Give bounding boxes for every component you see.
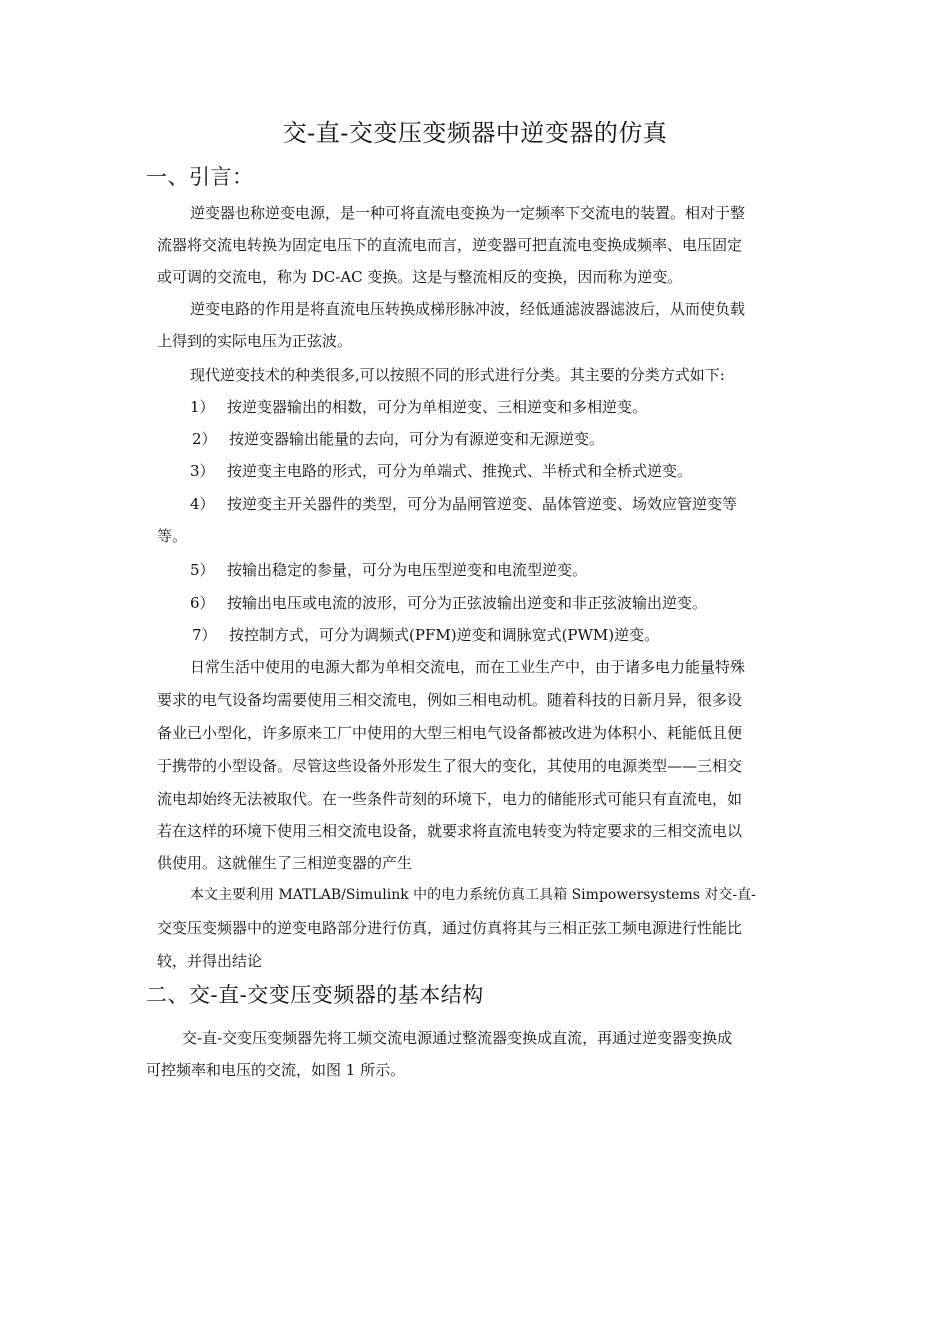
list-item	[190, 460, 692, 482]
paragraph-line: 日常生活中使用的电源大都为单相交流电，而在工业生产中，由于诸多电力能量特殊	[190, 658, 746, 676]
paragraph-line: 备业已小型化，许多原来工厂中使用的大型三相电气设备都被改进为体积小、耗能低且便	[157, 724, 743, 742]
list-item-number: 7）	[192, 626, 217, 644]
paragraph-line: 上得到的实际电压为正弦波。	[157, 332, 353, 350]
list-item-text: 按输出稳定的参量，可分为电压型逆变和电流型逆变。	[227, 561, 588, 579]
paragraph-line: 流器将交流电转换为固定电压下的直流电而言，逆变器可把直流电变换成频率、电压固定	[157, 236, 743, 254]
document-title: 交-直-交变压变频器中逆变器的仿真	[282, 119, 668, 147]
paragraph-line: 流电却始终无法被取代。在一些条件苛刻的环境下，电力的储能形式可能只有直流电，如	[157, 790, 743, 808]
paragraph-line: 现代逆变技术的种类很多,可以按照不同的形式进行分类。其主要的分类方式如下:	[190, 366, 725, 384]
list-item	[190, 559, 587, 581]
list-item	[192, 624, 659, 646]
list-item-number: 6）	[190, 594, 215, 612]
list-item-text: 按逆变主开关器件的类型，可分为晶闸管逆变、晶体管逆变、场效应管逆变等	[227, 495, 738, 513]
paragraph-line: 或可调的交流电，称为 DC-AC 变换。这是与整流相反的变换，因而称为逆变。	[157, 268, 683, 286]
paragraph-line: 可控频率和电压的交流，如图 1 所示。	[146, 1061, 406, 1079]
list-item-text: 按逆变主电路的形式，可分为单端式、推挽式、半桥式和全桥式逆变。	[227, 462, 693, 480]
paragraph-line: 于携带的小型设备。尽管这些设备外形发生了很大的变化，其使用的电源类型——三相交	[157, 757, 743, 775]
section-heading-introduction: 一、引言：	[146, 165, 254, 189]
list-item-text: 按逆变器输出的相数，可分为单相逆变、三相逆变和多相逆变。	[227, 398, 648, 416]
paragraph-line: 要求的电气设备均需要使用三相交流电，例如三相电动机。随着科技的日新月异，很多设	[157, 691, 743, 709]
section-heading-structure: 二、交-直-交变压变频器的基本结构	[146, 983, 484, 1007]
list-item-text: 按逆变器输出能量的去向，可分为有源逆变和无源逆变。	[229, 430, 605, 448]
list-item-number: 1）	[190, 398, 215, 416]
list-item-continuation: 等。	[157, 527, 188, 545]
paragraph-line: 交-直-交变压变频器先将工频交流电源通过整流器变换成直流，再通过逆变器变换成	[182, 1029, 733, 1047]
paragraph-line: 较，并得出结论	[157, 952, 263, 970]
paragraph-line: 交变压变频器中的逆变电路部分进行仿真，通过仿真将其与三相正弦工频电源进行性能比	[157, 919, 743, 937]
list-item	[190, 592, 707, 614]
list-item	[192, 428, 604, 450]
list-item-text: 按输出电压或电流的波形，可分为正弦波输出逆变和非正弦波输出逆变。	[227, 594, 708, 612]
list-item-number: 5）	[190, 561, 215, 579]
list-item-number: 3）	[190, 462, 215, 480]
paragraph-line: 本文主要利用 MATLAB/Simulink 中的电力系统仿真工具箱 Simpowersystems 对交-直-	[190, 887, 756, 903]
list-item	[190, 493, 737, 515]
list-item	[190, 396, 647, 418]
list-item-text: 按控制方式，可分为调频式(PFM)逆变和调脉宽式(PWM)逆变。	[229, 626, 660, 644]
list-item-number: 4）	[190, 495, 215, 513]
paragraph-line: 若在这样的环境下使用三相交流电设备，就要求将直流电转变为特定要求的三相交流电以	[157, 822, 743, 840]
paragraph-line: 逆变电路的作用是将直流电压转换成梯形脉冲波，经低通滤波器滤波后，从而使负载	[190, 300, 746, 318]
paragraph-line: 逆变器也称逆变电源，是一种可将直流电变换为一定频率下交流电的装置。相对于整	[190, 204, 746, 222]
paragraph-line: 供使用。这就催生了三相逆变器的产生	[157, 854, 413, 872]
list-item-number: 2）	[192, 430, 217, 448]
